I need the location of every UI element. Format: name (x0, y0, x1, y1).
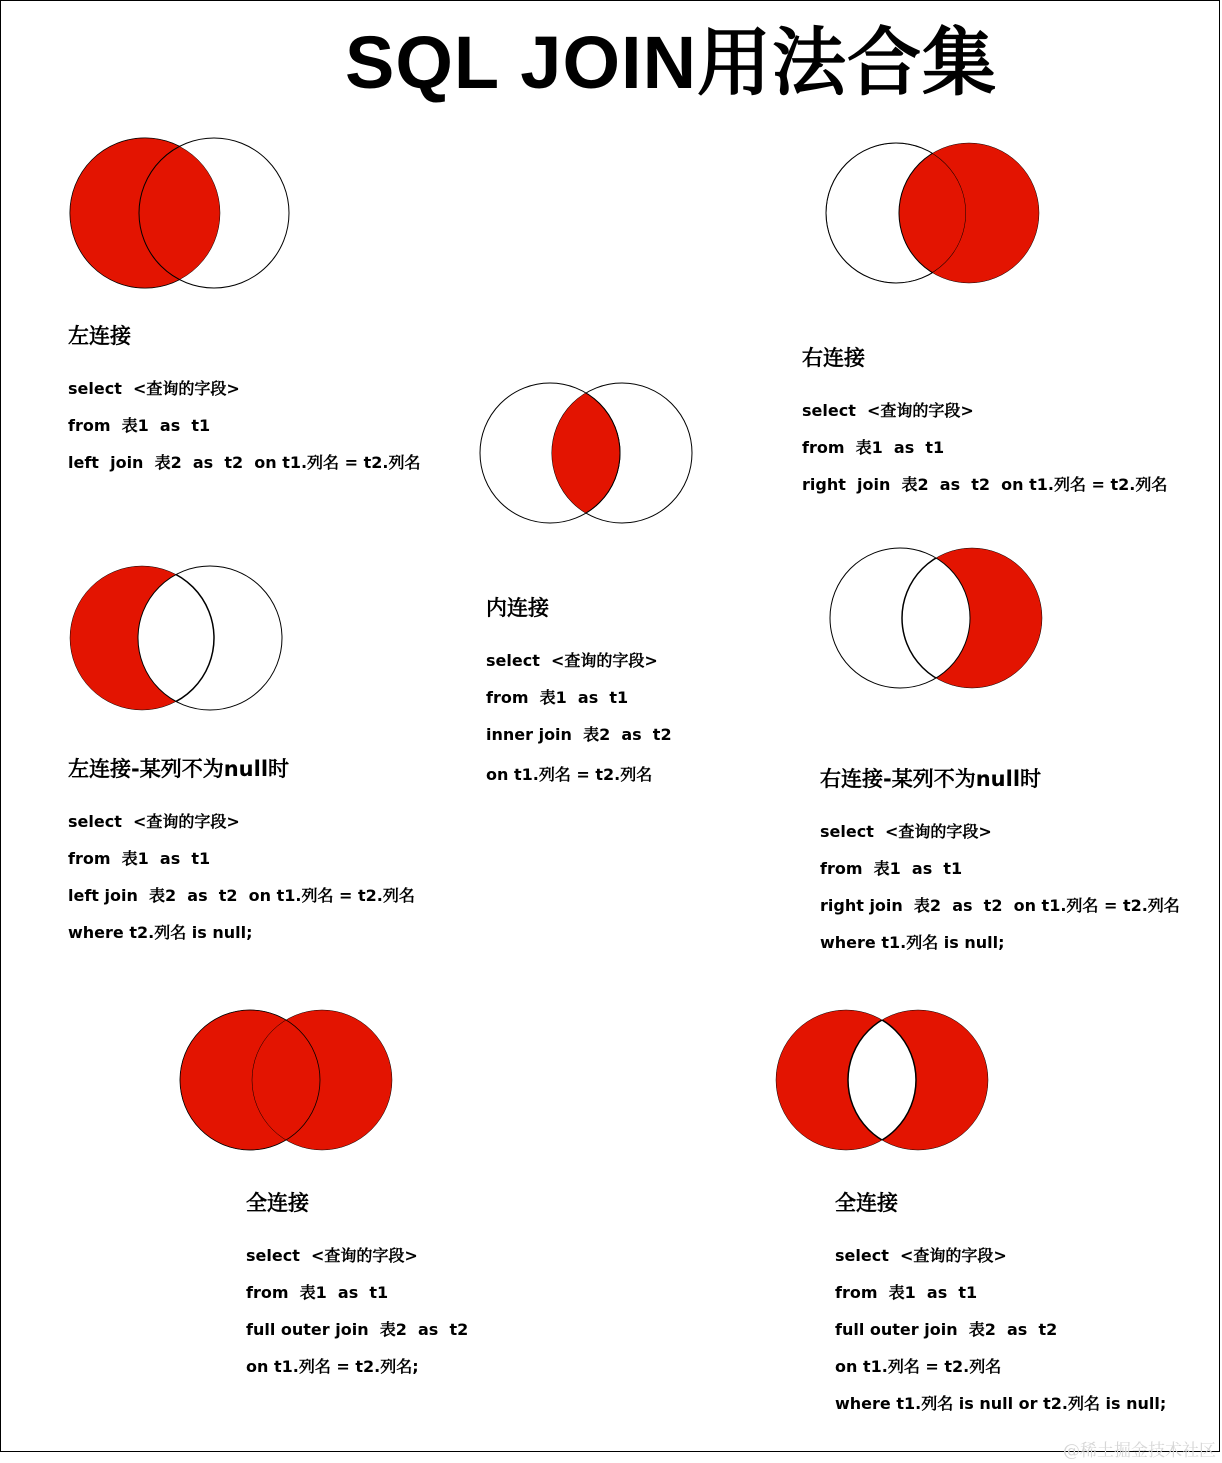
right-join-block (802, 342, 1167, 503)
venn-left-join-null (70, 566, 282, 710)
right-join-null-heading: 右连接-某列不为null时 (820, 767, 1042, 791)
sql-line: select <查询的字段> (246, 1246, 418, 1265)
venn-full-join-exclusive (776, 1010, 988, 1150)
sql-line: select <查询的字段> (68, 379, 240, 398)
sql-line: right join 表2 as t2 on t1.列名 = t2.列名 (802, 475, 1168, 494)
sql-line: select <查询的字段> (820, 822, 992, 841)
sql-line: left join 表2 as t2 on t1.列名 = t2.列名 (68, 453, 421, 472)
left-join-null-block (68, 753, 415, 951)
sql-line: select <查询的字段> (486, 651, 658, 670)
inner-join-block (486, 592, 672, 793)
sql-line: on t1.列名 = t2.列名 (486, 765, 653, 784)
sql-line: from 表1 as t1 (68, 416, 211, 435)
venn-left-join (70, 138, 289, 288)
sql-line: where t1.列名 is null; (820, 933, 1005, 952)
venn-region-t2-filled (252, 1010, 392, 1150)
venn-full-join (180, 1010, 392, 1150)
venn-right-join (826, 143, 1039, 283)
sql-line: right join 表2 as t2 on t1.列名 = t2.列名 (820, 896, 1180, 915)
full-join-heading: 全连接 (246, 1191, 309, 1215)
sql-line: left join 表2 as t2 on t1.列名 = t2.列名 (68, 886, 415, 905)
sql-line: from 表1 as t1 (486, 688, 629, 707)
sql-line: where t2.列名 is null; (68, 923, 253, 942)
full-join-block (246, 1187, 468, 1385)
sql-line: from 表1 as t1 (802, 438, 945, 457)
sql-line: full outer join 表2 as t2 (835, 1320, 1058, 1339)
venn-right-join-null (830, 548, 1042, 688)
sql-line: from 表1 as t1 (820, 859, 963, 878)
sql-line: from 表1 as t1 (246, 1283, 389, 1302)
sql-line: select <查询的字段> (802, 401, 974, 420)
sql-line: where t1.列名 is null or t2.列名 is null; (835, 1394, 1167, 1413)
venn-circle-t2 (138, 566, 282, 710)
venn-region-t1-filled (70, 138, 220, 288)
sql-line: from 表1 as t1 (835, 1283, 978, 1302)
venn-circle-t1 (830, 548, 970, 688)
sql-line: from 表1 as t1 (68, 849, 211, 868)
venn-region-t2-filled (899, 143, 1039, 283)
sql-line: on t1.列名 = t2.列名; (246, 1357, 419, 1376)
watermark: @稀土掘金技术社区 (1063, 1441, 1216, 1461)
sql-line: full outer join 表2 as t2 (246, 1320, 469, 1339)
full-join-exclusive-block (835, 1187, 1166, 1422)
right-join-null-block (820, 763, 1180, 961)
sql-line: inner join 表2 as t2 (486, 725, 672, 744)
inner-join-heading: 内连接 (486, 596, 549, 620)
left-join-null-heading: 左连接-某列不为null时 (68, 757, 290, 781)
sql-line: on t1.列名 = t2.列名 (835, 1357, 1002, 1376)
full-join-exclusive-heading: 全连接 (835, 1191, 898, 1215)
venn-inner-join (480, 383, 692, 523)
right-join-heading: 右连接 (802, 346, 865, 370)
left-join-block (68, 320, 420, 481)
sql-line: select <查询的字段> (68, 812, 240, 831)
left-join-heading: 左连接 (68, 324, 131, 348)
sql-line: select <查询的字段> (835, 1246, 1007, 1265)
page-title: SQL JOIN用法合集 (344, 21, 998, 104)
